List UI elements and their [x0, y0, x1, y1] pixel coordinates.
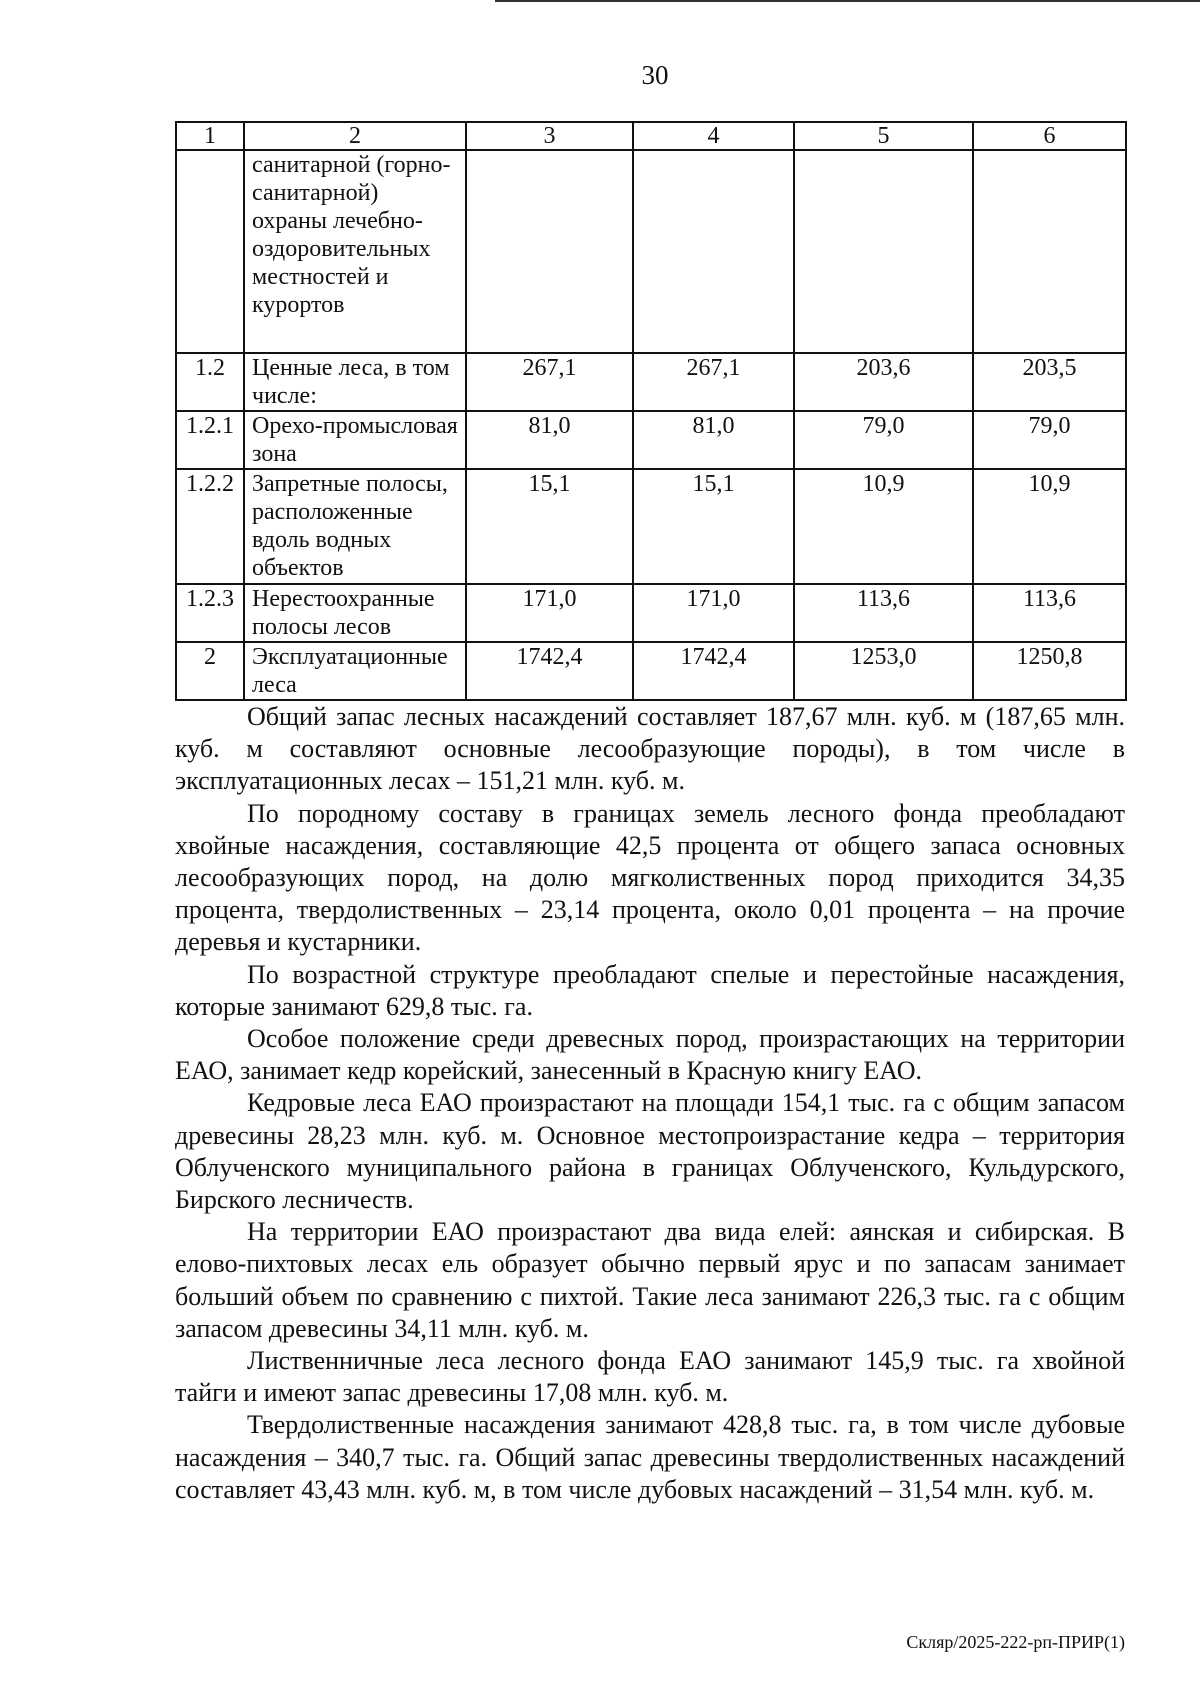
row-name: Запретные полосы, расположенные вдоль водных объектов	[244, 469, 466, 584]
cell-value	[794, 150, 973, 353]
table-row	[176, 150, 1126, 353]
paragraph: Особое положение среди древесных пород, произрастающих на территории ЕАО, занимает кедр корейский, занесенный в Красную книгу ЕАО.	[175, 1024, 1125, 1086]
paragraph: Лиственничные леса лесного фонда ЕАО занимают 145,9 тыс. га хвойной тайги и имеют запас древесины 17,08 млн. куб. м.	[175, 1346, 1125, 1408]
row-number: 2	[176, 642, 244, 700]
row-name: Орехо-промысловая зона	[244, 411, 466, 469]
column-header: 4	[633, 122, 794, 150]
cell-value: 171,0	[633, 584, 794, 642]
row-name: Ценные леса, в том числе:	[244, 353, 466, 411]
row-name: санитарной (горно-санитарной) охраны лечебно-оздоровительных местностей и курортов	[244, 150, 466, 353]
cell-value: 81,0	[633, 411, 794, 469]
document-registration-code: Скляр/2025-222-рп-ПРИР(1)	[906, 1632, 1125, 1652]
paragraph: На территории ЕАО произрастают два вида елей: аянская и сибирская. В елово-пихтовых лесах ель образует обычно первый ярус и по запасам занимает больший объем по сравнению с пихтой. Такие леса занимают 226,3 тыс. га с общим запасом древесины 34,11 млн. куб. м.	[175, 1217, 1125, 1343]
cell-value: 15,1	[466, 469, 633, 584]
cell-value: 79,0	[794, 411, 973, 469]
cell-value: 113,6	[973, 584, 1126, 642]
cell-value: 267,1	[633, 353, 794, 411]
cell-value: 1742,4	[633, 642, 794, 700]
row-name: Нерестоохранные полосы лесов	[244, 584, 466, 642]
paragraph: Кедровые леса ЕАО произрастают на площади 154,1 тыс. га с общим запасом древесины 28,23 млн. куб. м. Основное местопроизрастание кедра – территория Облученского муниципального района в границах Облученского, Кульдурского, Бирского лесничеств.	[175, 1088, 1125, 1215]
table-row	[176, 584, 1126, 642]
cell-value: 203,5	[973, 353, 1126, 411]
cell-value	[466, 150, 633, 353]
cell-value: 203,6	[794, 353, 973, 411]
table-row	[176, 411, 1126, 469]
table-row	[176, 642, 1126, 700]
cell-value	[973, 150, 1126, 353]
row-number: 1.2	[176, 353, 244, 411]
cell-value: 81,0	[466, 411, 633, 469]
cell-value: 1250,8	[973, 642, 1126, 700]
cell-value: 1253,0	[794, 642, 973, 700]
page-number: 30	[641, 60, 669, 90]
column-header: 2	[244, 122, 466, 150]
paragraph: Твердолиственные насаждения занимают 428,8 тыс. га, в том числе дубовые насаждения – 340,7 тыс. га. Общий запас древесины твердолиственных насаждений составляет 43,43 млн. куб. м, в том числе дубовых насаждений – 31,54 млн. куб. м.	[175, 1410, 1125, 1504]
cell-value: 10,9	[973, 469, 1126, 584]
row-number: 1.2.2	[176, 469, 244, 584]
row-name: Эксплуатационные леса	[244, 642, 466, 700]
column-header: 5	[794, 122, 973, 150]
cell-value: 113,6	[794, 584, 973, 642]
paragraph: По породному составу в границах земель лесного фонда преобладают хвойные насаждения, составляющие 42,5 процента от общего запаса основных лесообразующих пород, на долю мягколиственных пород приходится 34,35 процента, твердолиственных – 23,14 процента, около 0,01 процента – на прочие деревья и кустарники.	[175, 798, 1125, 957]
cell-value: 171,0	[466, 584, 633, 642]
row-number: 1.2.3	[176, 584, 244, 642]
cell-value: 1742,4	[466, 642, 633, 700]
row-number	[176, 150, 244, 353]
table-row	[176, 353, 1126, 411]
cell-value: 10,9	[794, 469, 973, 584]
cell-value: 79,0	[973, 411, 1126, 469]
top-border-line	[495, 0, 1200, 2]
row-number: 1.2.1	[176, 411, 244, 469]
forest-stock-table	[175, 121, 1127, 701]
cell-value	[633, 150, 794, 353]
table-header-row	[176, 122, 1126, 150]
cell-value: 15,1	[633, 469, 794, 584]
table-row	[176, 469, 1126, 584]
column-header: 3	[466, 122, 633, 150]
body-text	[175, 701, 1125, 1506]
paragraph: Общий запас лесных насаждений составляет 187,67 млн. куб. м (187,65 млн. куб. м составляют основные лесообразующие породы), в том числе в эксплуатационных лесах – 151,21 млн. куб. м.	[175, 702, 1125, 796]
cell-value: 267,1	[466, 353, 633, 411]
column-header: 6	[973, 122, 1126, 150]
paragraph: По возрастной структуре преобладают спелые и перестойные насаждения, которые занимают 629,8 тыс. га.	[175, 959, 1125, 1021]
column-header: 1	[176, 122, 244, 150]
